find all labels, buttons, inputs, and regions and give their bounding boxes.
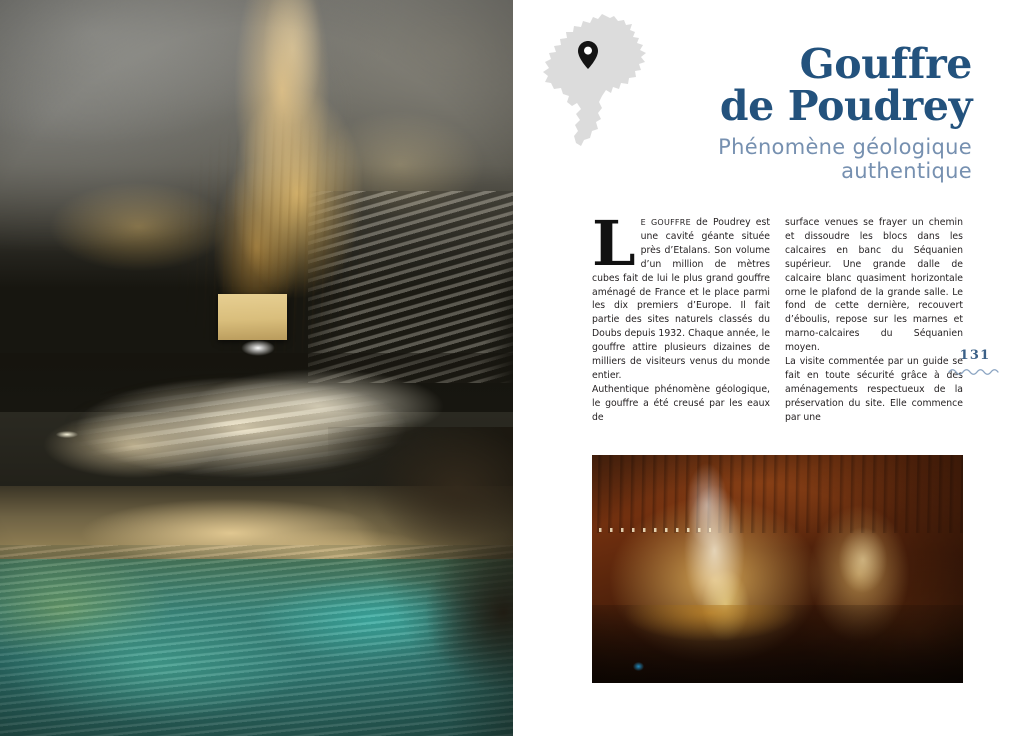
folio — [944, 348, 1006, 378]
paragraph-1 — [592, 207, 771, 383]
title-line-2: de Poudrey — [719, 82, 972, 131]
page-number: 131 — [959, 348, 991, 363]
paragraph-2: Authentique phénomène géologique, le gouffre a été creusé par les eaux de — [592, 383, 770, 423]
text-column-2 — [785, 216, 963, 425]
paragraph-3: surface venues se frayer un chemin et dissoudre les blocs dans les calcaires en banc du Séquanien supérieur. Une grande dalle de calcaire blanc quasiment horizontale orne le plafond de la grande salle. Le fond de cette dernière, recouvert d’éboulis, repose sur les marnes et marno-calcaires du Séquanien moyen. — [785, 217, 963, 354]
drop-cap: L — [592, 207, 636, 280]
article-body — [592, 207, 963, 425]
photo2-vignette — [592, 455, 963, 683]
subtitle-line-1: Phénomène géologique — [718, 135, 972, 160]
page-title — [572, 40, 972, 183]
subtitle-line-2: authentique — [841, 158, 972, 183]
paragraph-4: La visite commentée par un guide se fait en toute sécurité grâce à des aménagements respectueux de la préservation du site. Elle commence par une — [785, 356, 963, 423]
opening-small-caps: E GOUFFRE — [640, 218, 691, 227]
secondary-cave-photo — [592, 455, 963, 683]
text-page — [513, 0, 1024, 736]
paragraph-1-text: de Poudrey est une cavité géante située près d’Etalans. Son volume d’un million de mètres cubes fait de lui le plus grand gouffre aménagé de France et le place parmi les dix premiers d’Europe. Il fait partie des sites naturels classés du Doubs depuis 1932. Chaque année, le gouffre attire plusieurs dizaines de milliers de visiteurs venus du monde entier. — [592, 217, 771, 381]
title-heading — [572, 40, 972, 131]
subtitle — [572, 136, 972, 183]
wave-divider-icon — [948, 366, 1002, 378]
text-column-1 — [592, 207, 771, 425]
title-line-1: Gouffre — [799, 40, 972, 88]
